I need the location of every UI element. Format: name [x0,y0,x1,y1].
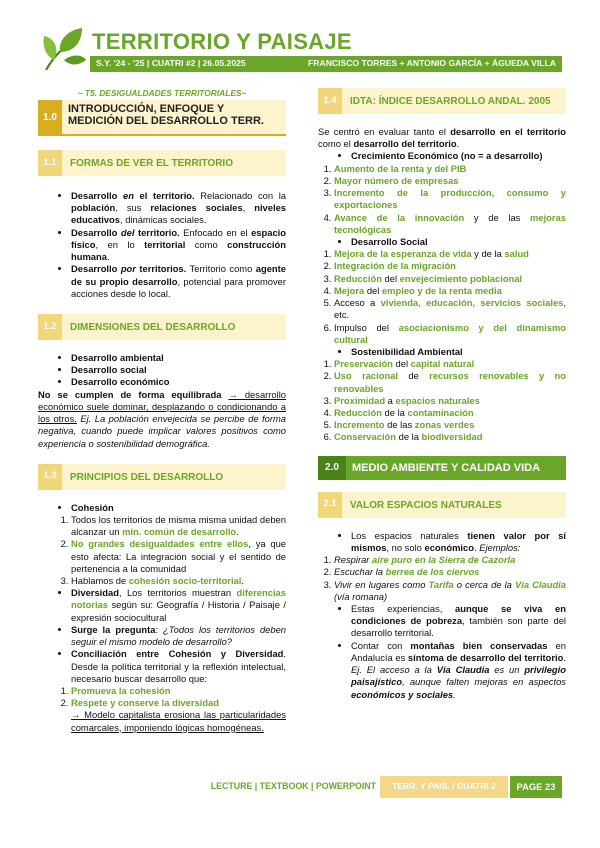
list-item: • Desarrollo en el territorio. Relacionado con la población, sus relaciones sociales, niveles educativos, dinámicas sociales. [71,190,286,227]
conciliacion-steps [38,685,286,734]
list-item: • Desarrollo ambiental [71,352,286,364]
header-meta-bar [90,56,562,72]
page-number: PAGE 23 [510,776,562,798]
list-item: • Desarrollo Social [351,236,566,248]
list-item: 4. Mejora del empleo y de la renta media [334,285,566,297]
section-number: 1.1 [38,150,62,176]
espacios-examples [318,554,566,603]
list-item: • Estas experiencias, aunque se viva en condiciones de pobreza, también son parte del desarrollo territorial. [351,603,566,640]
idta-list-economico [318,150,566,162]
list-item: 1. Respirar aire puro en la Sierra de Cazorla [334,554,566,566]
list-item: • Desarrollo del territorio. Enfocado en el espacio físico, en lo territorial como construcción humana. [71,227,286,264]
list-item: 3. Incremento de la producción, consumo y exportaciones [334,187,566,211]
list-item: 1. Todos los territorios de misma misma unidad deben alcanzar un mín. común de desarrollo. [71,514,286,538]
section-2-0-header [318,456,566,480]
section-1-2-header [38,314,286,340]
section-title: PRINCIPIOS DEL DESARROLLO [70,471,224,483]
list-item: 2. Integración de la migración [334,260,566,272]
section-title: DIMENSIONES DEL DESARROLLO [70,321,236,333]
list-item: • Surge la pregunta: ¿Todos los territorios deben seguir el mismo modelo de desarrollo? [71,624,286,648]
list-item: 6. Impulso del asociacionismo y del dinamismo cultural [334,322,566,346]
social-items [318,248,566,346]
principios-list-2 [38,587,286,685]
leaf-logo-icon [40,26,86,74]
section-number: 2.1 [318,492,342,518]
section-title: MEDIO AMBIENTE Y CALIDAD VIDA [352,461,541,474]
list-item: 2. Mayor número de empresas [334,175,566,187]
list-item: • Desarrollo por territorios. Territorio como agente de su propio desarrollo, potencial para promover acciones desde lo local. [71,263,286,300]
idta-intro: Se centró en evaluar tanto el desarrollo en el territorio como el desarrollo del territorio. [318,126,567,150]
list-item: • Diversidad, Los territorios muestran diferencias notorias según su: Geografía / Historia / Paisaje / expresión sociocultural [71,587,286,624]
section-number: 1.3 [38,464,62,490]
authors: FRANCISCO TORRES + ANTONIO GARCÍA + ÁGUEDA VILLA [308,58,556,68]
espacios-list-2 [318,603,566,701]
list-item: 2. Uso racional de recursos renovables y no renovables [334,370,566,394]
list-item: 4. Reducción de la contaminación [334,407,566,419]
section-1-4-header [318,88,566,114]
list-item: 2. Respete y conserve la diversidad → Modelo capitalista erosiona las particularidades comarcales, imponiendo lógicas homogéneas. [71,697,286,734]
list-item: • Los espacios naturales tienen valor por sí mismos, no solo económico. Ejemplos: [351,530,566,554]
course-info: S.Y. '24 - '25 | CUATRI #2 | 26.05.2025 [96,58,246,68]
list-item: • Contar con montañas bien conservadas en Andalucía es síntoma de desarrollo del territorio. Ej. El acceso a la Vía Claudia es un privilegio paisajístico, aunque falten mejoras en aspectos económicos y sociales. [351,640,566,701]
section-title: VALOR ESPACIOS NATURALES [350,499,502,511]
section-1-0-header [38,100,286,136]
list-item: • Desarrollo social [71,364,286,376]
espacios-list [318,530,566,554]
list-item: 1. Promueva la cohesión [71,685,286,697]
list-item: 3. Hablamos de cohesión socio-territorial. [71,575,286,587]
list-item: 3. Proximidad a espacios naturales [334,395,566,407]
section-1-3-header [38,464,286,490]
left-column [38,88,286,734]
list-item: 1. Preservación del capital natural [334,358,566,370]
section-number: 1.2 [38,314,62,340]
page-header [40,26,562,76]
list-item: 3. Vivir en lugares como Tarifa o cerca de la Vía Claudia (vía romana) [334,579,566,603]
list-item: 5. Incremento de las zonas verdes [334,419,566,431]
list-item: 2. No grandes desigualdades entre ellos, ya que esto afecta: La integración social y el sentido de pertenencia a la comunidad [71,538,286,575]
topic-title: ~ T5. DESIGUALDADES TERRITORIALES~ [77,88,247,98]
page-footer [0,776,600,798]
list-item: 1. Aumento de la renta y del PIB [334,163,566,175]
ambiental-items [318,358,566,444]
list-item: 4. Avance de la innovación y de las mejoras tecnológicas [334,212,566,236]
dimensiones-paragraph: No se cumplen de forma equilibrada → desarrollo económico suele dominar, desplazando o condicionando a los otros. Ej. La población envejecida se percibe de forma negativa, cuando puede implicar valores positivos como experiencia o sostenibilidad demográfica. [38,388,286,449]
section-2-1-header [318,492,566,518]
principios-list [38,502,286,514]
section-1-1-header [38,150,286,176]
footer-links: LECTURE | TEXTBOOK | POWERPOINT [210,781,376,791]
section-number: 1.0 [38,100,62,134]
footer-course-tag: TERR. Y PAIS. / CUATRI 2 [380,776,508,798]
section-title: FORMAS DE VER EL TERRITORIO [70,158,233,169]
formas-list [38,190,286,300]
section-number: 2.0 [318,456,346,480]
idta-list-ambiental [318,346,566,358]
list-item: • Crecimiento Económico (no = a desarrollo) [351,150,566,162]
list-item: 6. Conservación de la biodiversidad [334,431,566,443]
list-item: • Conciliación entre Cohesión y Diversidad. Desde la política territorial y la reflexión intelectual, necesario buscar desarrollo que: [71,648,286,685]
section-title: IDTA: ÍNDICE DESARROLLO ANDAL. 2005 [350,96,551,107]
section-number: 1.4 [318,88,342,114]
dimensiones-list [38,352,286,389]
list-item: • Sostenibilidad Ambiental [351,346,566,358]
list-item: • Cohesión [71,502,286,514]
economico-items [318,163,566,236]
list-item: • Desarrollo económico [71,376,286,388]
cohesion-steps [38,514,286,587]
page-title: TERRITORIO Y PAISAJE [92,29,352,54]
list-item: 3. Reducción del envejecimiento poblacional [334,273,566,285]
idta-list-social [318,236,566,248]
list-item: 1. Mejora de la esperanza de vida y de la salud [334,248,566,260]
list-item: 2. Escuchar la berrea de los ciervos [334,566,566,578]
section-title: INTRODUCCIÓN, ENFOQUE Y MEDICIÓN DEL DESARROLLO TERR. [68,103,264,127]
right-column [318,88,566,701]
list-item: 5. Acceso a vivienda, educación, servicios sociales, etc. [334,297,566,321]
